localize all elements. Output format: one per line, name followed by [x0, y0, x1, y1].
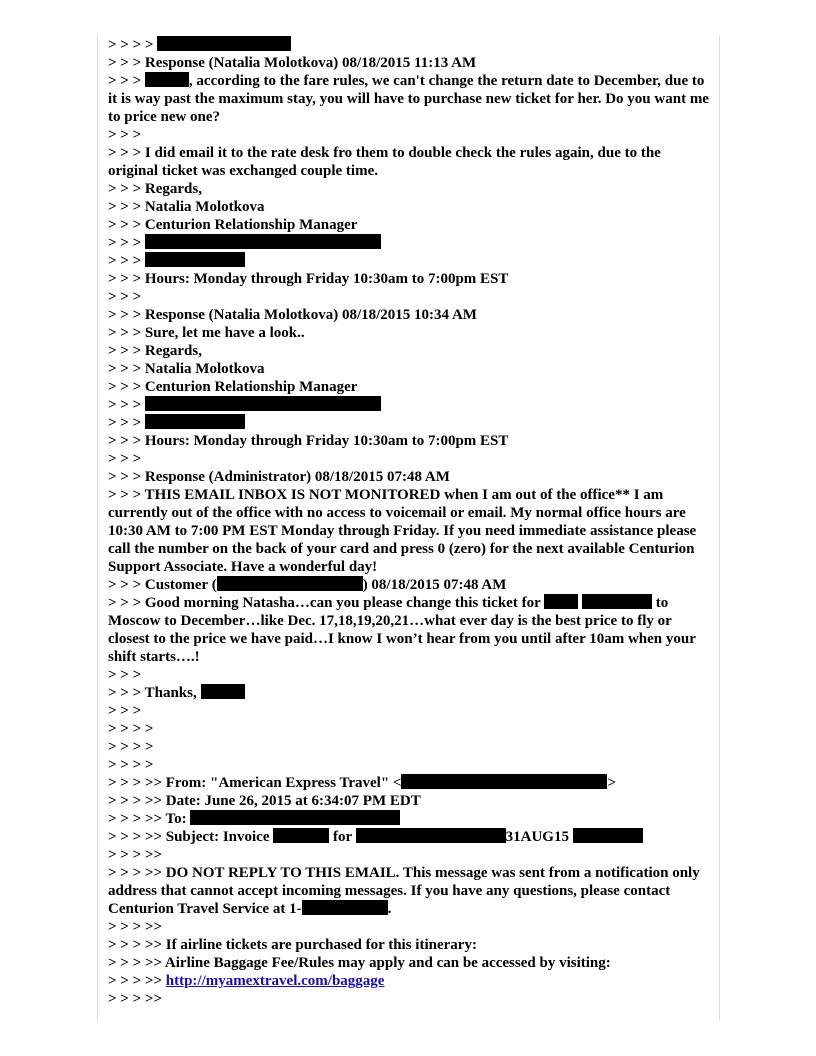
line-text: 31AUG15	[505, 829, 573, 845]
email-line	[108, 756, 712, 774]
email-line	[108, 342, 712, 360]
line-text: > > > Regards,	[108, 343, 202, 359]
email-line	[108, 918, 712, 936]
line-text: > > > Sure, let me have a look..	[108, 325, 305, 341]
email-line	[108, 36, 712, 54]
email-line	[108, 738, 712, 756]
line-text: > > > >> From: "American Express Travel" <	[108, 775, 402, 791]
line-text: > > >	[108, 73, 145, 89]
line-text: > > > >	[108, 757, 154, 773]
email-line	[108, 288, 712, 306]
redaction-block	[145, 414, 245, 429]
line-text: > > > Hours: Monday through Friday 10:30am to 7:00pm EST	[108, 271, 509, 287]
redaction-block	[145, 252, 245, 267]
email-line	[108, 378, 712, 396]
redaction-block	[544, 594, 578, 609]
line-text: > > >	[108, 415, 145, 431]
line-text: > > > >> If airline tickets are purchased for this itinerary:	[108, 937, 477, 953]
redaction-block	[145, 396, 381, 411]
line-text: > > > >> DO NOT REPLY TO THIS EMAIL. This message was sent from a notification only address that cannot accept incoming messages. If you have any questions, please contact Centurion Travel Service at 1-	[108, 865, 704, 917]
line-text: > > > >> Airline Baggage Fee/Rules may apply and can be accessed by visiting:	[108, 955, 611, 971]
baggage-link[interactable]: http://myamextravel.com/baggage	[165, 973, 385, 989]
redaction-block	[190, 810, 400, 825]
email-line	[108, 810, 712, 828]
line-text: > > > Good morning Natasha…can you please change this ticket for	[108, 595, 545, 611]
line-text: > > > >> Date: June 26, 2015 at 6:34:07 PM EDT	[108, 793, 421, 809]
line-text: , according to the fare rules, we can't change the return date to December, due to it is way past the maximum stay, you will have to purchase new ticket for her. Do you want me to price new one?	[108, 73, 713, 125]
email-line	[108, 864, 712, 918]
line-text: > > > >	[108, 37, 158, 53]
line-text: > > > THIS EMAIL INBOX IS NOT MONITORED when I am out of the office** I am currently out of the office with no access to voicemail or email. My normal office hours are 10:30 AM to 7:00 PM EST Monday through Friday. If you need immediate assistance please call the number on the back of your card and press 0 (zero) for the next available Centurion Support Associate. Have a wonderful day!	[108, 487, 700, 575]
email-line	[108, 450, 712, 468]
email-line	[108, 432, 712, 450]
redaction-block	[145, 234, 381, 249]
email-line	[108, 468, 712, 486]
line-text: > > > Response (Natalia Molotkova) 08/18/2015 10:34 AM	[108, 307, 477, 323]
email-line	[108, 306, 712, 324]
line-text: .	[387, 901, 392, 917]
line-text: > > > >> Subject: Invoice	[108, 829, 274, 845]
email-line	[108, 936, 712, 954]
email-line	[108, 360, 712, 378]
line-text: > > > Natalia Molotkova	[108, 361, 265, 377]
line-text: > > >	[108, 127, 142, 143]
redaction-block	[573, 828, 643, 843]
line-text: > > > >	[108, 721, 154, 737]
line-text: > > >	[108, 253, 145, 269]
email-line	[108, 270, 712, 288]
email-line	[108, 666, 712, 684]
line-text: ) 08/18/2015 07:48 AM	[362, 577, 507, 593]
email-line	[108, 486, 712, 576]
email-line	[108, 252, 712, 270]
line-text: > > > >> To:	[108, 811, 191, 827]
email-thread-document	[108, 36, 712, 1008]
line-text: > > > >>	[108, 919, 162, 935]
line-text: > > > I did email it to the rate desk fro them to double check the rules again, due to the original ticket was exchanged couple time.	[108, 145, 665, 179]
redaction-block	[356, 828, 506, 843]
email-line	[108, 54, 712, 72]
line-text: > > > Customer (	[108, 577, 217, 593]
email-line	[108, 414, 712, 432]
redaction-block	[157, 36, 291, 51]
email-line	[108, 180, 712, 198]
email-line	[108, 846, 712, 864]
line-text: >	[607, 775, 617, 791]
line-text: > > >	[108, 397, 145, 413]
line-text: > > >	[108, 235, 145, 251]
line-text: > > > Centurion Relationship Manager	[108, 379, 358, 395]
email-line	[108, 792, 712, 810]
line-text: > > >	[108, 703, 142, 719]
line-text: > > > Thanks,	[108, 685, 201, 701]
email-line	[108, 828, 712, 846]
email-line	[108, 72, 712, 126]
line-text: > > >	[108, 451, 142, 467]
email-line	[108, 396, 712, 414]
line-text: > > > Natalia Molotkova	[108, 199, 265, 215]
email-line	[108, 198, 712, 216]
email-line	[108, 702, 712, 720]
redaction-block	[273, 828, 329, 843]
redaction-block	[302, 900, 388, 915]
email-line	[108, 774, 712, 792]
email-line	[108, 144, 712, 180]
email-line	[108, 594, 712, 666]
line-text: > > > >>	[108, 847, 162, 863]
email-line	[108, 990, 712, 1008]
email-line	[108, 720, 712, 738]
line-text: for	[329, 829, 356, 845]
line-text: > > >	[108, 289, 142, 305]
email-line	[108, 972, 712, 990]
line-text: > > >	[108, 667, 142, 683]
email-line	[108, 216, 712, 234]
line-text: > > > >>	[108, 973, 166, 989]
line-text: > > > Response (Administrator) 08/18/2015 07:48 AM	[108, 469, 450, 485]
line-text: > > > >	[108, 739, 154, 755]
email-line	[108, 954, 712, 972]
redaction-block	[145, 72, 189, 87]
line-text: > > > >>	[108, 991, 162, 1007]
line-text: to Moscow to December…like Dec. 17,18,19,20,21…what ever day is the best price to fly or closest to the price we have paid…I know I won’t hear from you until after 10am when your shift starts….!	[108, 595, 700, 665]
line-text: > > > Response (Natalia Molotkova) 08/18/2015 11:13 AM	[108, 55, 477, 71]
line-text: > > > Regards,	[108, 181, 202, 197]
line-text: > > > Centurion Relationship Manager	[108, 217, 358, 233]
line-text: > > > Hours: Monday through Friday 10:30am to 7:00pm EST	[108, 433, 509, 449]
page-frame-right	[719, 36, 720, 1020]
page-frame-left	[97, 36, 98, 1020]
redaction-block	[582, 594, 652, 609]
email-line	[108, 576, 712, 594]
email-line	[108, 324, 712, 342]
email-line	[108, 234, 712, 252]
redaction-block	[201, 684, 245, 699]
redaction-block	[401, 774, 607, 789]
email-line	[108, 684, 712, 702]
email-line	[108, 126, 712, 144]
redaction-block	[217, 576, 363, 591]
